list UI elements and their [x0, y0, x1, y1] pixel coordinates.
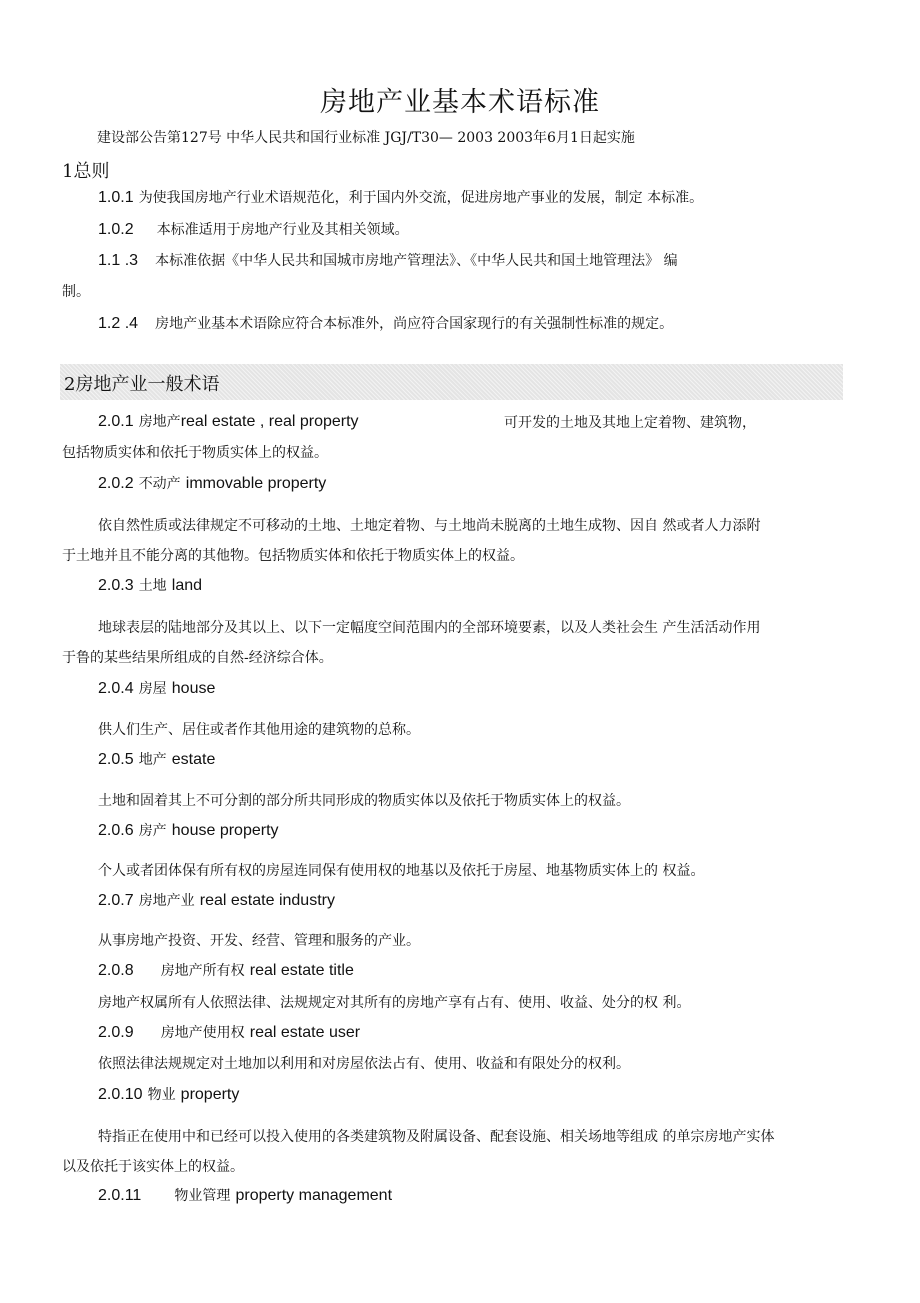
term-definition: 土地和固着其上不可分割的部分所共同形成的物质实体以及依托于物质实体上的权益。	[98, 793, 630, 809]
term-english: real estate , real property	[180, 413, 359, 430]
term-chinese: 物业管理	[174, 1188, 231, 1204]
clause-continuation: 制。	[62, 284, 90, 300]
section-2-heading: 2房地产业一般术语	[64, 374, 220, 395]
term-definition: 房地产权属所有人依照法律、法规规定对其所有的房地产享有占有、使用、收益、处分的权 利。	[98, 995, 691, 1011]
term-english: house property	[171, 822, 279, 839]
clause-number: 1.0.2	[98, 221, 134, 238]
clause-1-0-1	[98, 187, 703, 207]
term-english: house	[171, 680, 216, 697]
term-definition: 供人们生产、居住或者作其他用途的建筑物的总称。	[98, 722, 420, 738]
term-chinese: 房地产业	[138, 893, 195, 909]
term-2-0-5	[98, 749, 215, 769]
clause-1-0-2	[98, 219, 409, 239]
clause-text: 房地产业基本术语除应符合本标准外，尚应符合国家现行的有关强制性标准的规定。	[155, 316, 674, 332]
term-2-0-4	[98, 678, 215, 698]
clause-number: 1.0.1	[98, 189, 134, 206]
term-chinese: 房产	[138, 823, 167, 839]
clause-number: 1.1 .3	[98, 252, 139, 269]
term-chinese: 房地产使用权	[160, 1025, 245, 1041]
term-english: immovable property	[185, 475, 327, 492]
term-definition: 个人或者团体保有所有权的房屋连同保有使用权的地基以及依托于房屋、地基物质实体上的 权益。	[98, 863, 705, 879]
term-2-0-3	[98, 575, 202, 595]
term-chinese: 不动产	[138, 476, 181, 492]
term-english: real estate industry	[199, 892, 335, 909]
term-english: estate	[171, 751, 216, 768]
section-1-heading: 1总则	[62, 161, 110, 182]
term-english: real estate user	[249, 1024, 361, 1041]
term-number: 2.0.10	[98, 1086, 143, 1103]
term-2-0-2	[98, 473, 326, 493]
term-chinese: 房地产所有权	[160, 963, 245, 979]
term-definition-continued: 于鲁的某些结果所组成的自然-经济综合体。	[62, 650, 333, 666]
term-number: 2.0.8	[98, 962, 134, 979]
clause-1-2-4	[98, 313, 673, 333]
term-definition-continued: 以及依托于该实体上的权益。	[62, 1159, 244, 1175]
term-definition: 依自然性质或法律规定不可移动的土地、土地定着物、与土地尚未脱离的土地生成物、因自 然或者人力添附	[98, 518, 761, 534]
clause-text: 本标准依据《中华人民共和国城市房地产管理法》、《中华人民共和国土地管理法》 编	[155, 253, 678, 269]
term-2-0-11	[98, 1185, 392, 1205]
term-definition: 可开发的土地及其地上定着物、建筑物，	[504, 415, 756, 431]
term-number: 2.0.11	[98, 1187, 142, 1204]
term-2-0-1	[98, 411, 359, 431]
term-number: 2.0.1	[98, 413, 134, 430]
term-2-0-9	[98, 1022, 360, 1042]
term-number: 2.0.5	[98, 751, 134, 768]
term-number: 2.0.9	[98, 1024, 134, 1041]
term-definition: 地球表层的陆地部分及其以上、以下一定幅度空间范围内的全部环境要素，以及人类社会生 产生活活动作用	[98, 620, 761, 636]
document-title: 房地产业基本术语标准	[320, 87, 600, 118]
term-number: 2.0.7	[98, 892, 134, 909]
section-2-heading-band	[60, 364, 843, 400]
term-2-0-8	[98, 960, 354, 980]
term-english: real estate title	[249, 962, 354, 979]
term-chinese: 房屋	[138, 681, 167, 697]
clause-text: 本标准适用于房地产行业及其相关领域。	[156, 222, 409, 238]
term-definition: 特指正在使用中和已经可以投入使用的各类建筑物及附属设备、配套设施、相关场地等组成 的单宗房地产实体	[98, 1129, 775, 1145]
term-english: property management	[235, 1187, 393, 1204]
term-english: property	[180, 1086, 240, 1103]
clause-1-1-3	[98, 250, 678, 270]
term-2-0-6	[98, 820, 279, 840]
term-definition-continued: 包括物质实体和依托于物质实体上的权益。	[62, 445, 328, 461]
term-chinese: 房地产	[138, 414, 181, 430]
document-subtitle: 建设部公告第127号 中华人民共和国行业标准 JGJ/T30— 2003 2003年6月1日起实施	[97, 130, 635, 146]
clause-text: 为使我国房地产行业术语规范化，利于国内外交流，促进房地产事业的发展，制定 本标准。	[138, 190, 704, 206]
term-chinese: 地产	[138, 752, 167, 768]
term-definition: 从事房地产投资、开发、经营、管理和服务的产业。	[98, 933, 420, 949]
term-definition: 依照法律法规规定对土地加以利用和对房屋依法占有、使用、收益和有限处分的权利。	[98, 1056, 630, 1072]
term-number: 2.0.4	[98, 680, 134, 697]
term-number: 2.0.6	[98, 822, 134, 839]
term-definition-continued: 于土地并且不能分离的其他物。包括物质实体和依托于物质实体上的权益。	[62, 548, 524, 564]
term-2-0-10	[98, 1084, 239, 1104]
term-english: land	[171, 577, 203, 594]
term-number: 2.0.2	[98, 475, 134, 492]
clause-number: 1.2 .4	[98, 315, 139, 332]
term-chinese: 物业	[147, 1087, 176, 1103]
term-2-0-7	[98, 890, 335, 910]
term-chinese: 土地	[138, 578, 167, 594]
term-number: 2.0.3	[98, 577, 134, 594]
